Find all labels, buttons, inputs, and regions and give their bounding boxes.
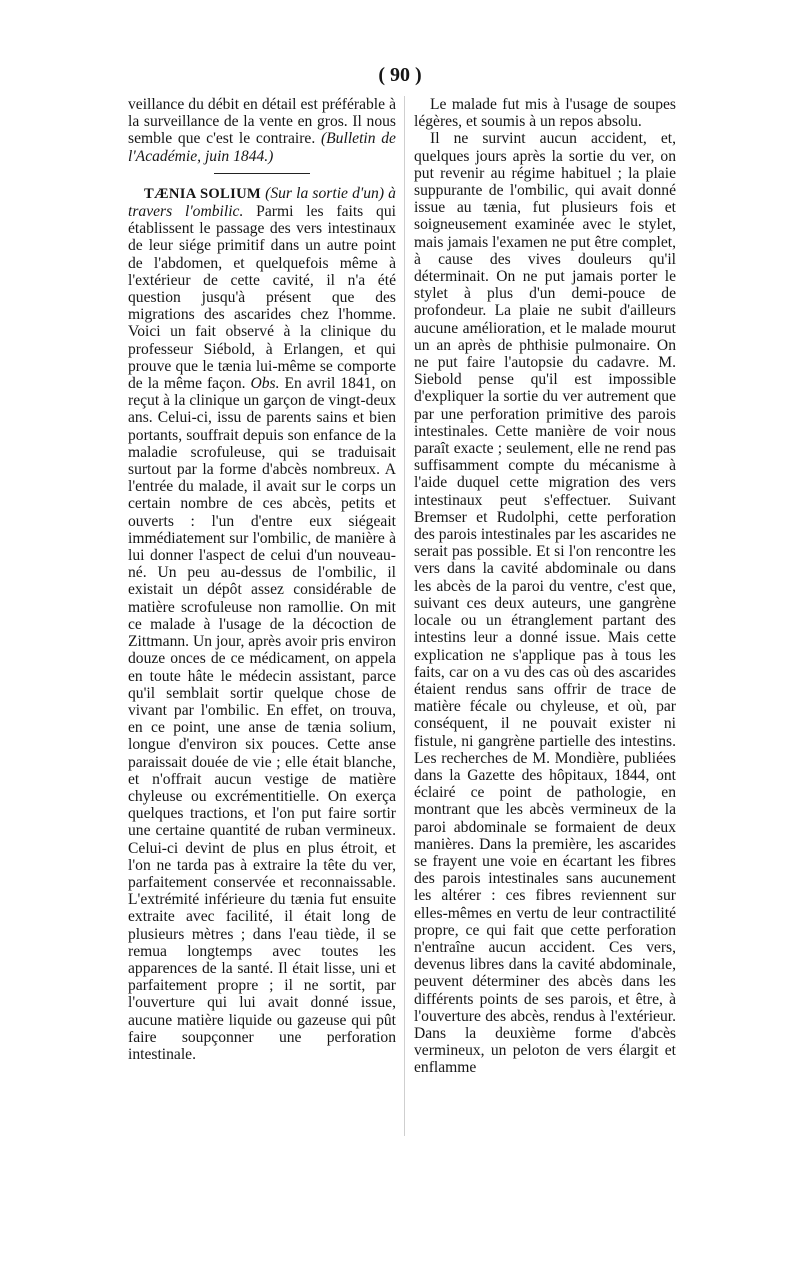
intro-paragraph [128, 96, 396, 165]
column-gutter [404, 96, 405, 1136]
article-title: TÆNIA SOLIUM [144, 185, 261, 202]
left-column [128, 96, 396, 1063]
right-column [414, 96, 676, 1077]
observation-text: En avril 1841, on reçut à la clinique un garçon de vingt-deux ans. Celui-ci, issu de parents sains et bien portants, souffrait depuis son enfance de la maladie scrofuleuse, qui se traduisait surtout par la forme d'abcès nombreux. A l'entrée du malade, il avait sur le corps un certain nombre de ces abcès, petits et ouverts : l'un d'entre eux siégeait immédiatement sur l'ombilic, de manière à lui donner l'aspect de celui d'un nouveau-né. Un peu au-dessus de l'ombilic, il existait un dépôt assez considérable de matière scrofuleuse non ramollie. On mit ce malade à l'usage de la décoction de Zittmann. Un jour, après avoir pris environ douze onces de ce médicament, on appela en toute hâte le médecin assistant, parce qu'il semblait sortir quelque chose de vivant par l'ombilic. En effet, on trouva, en ce point, une anse de tænia solium, longue d'environ six pouces. Cette anse paraissait douée de vie ; elle était blanche, et n'offrait aucun vestige de matière chyleuse ou excrémentitielle. On exerça quelques tractions, et l'on put faire sortir une certaine quantité de ruban vermineux. Celui-ci devint de plus en plus étroit, et l'on ne tarda pas à extraire la tête du ver, parfaitement conservée et reconnaissable. L'extrémité inférieure du tænia fut ensuite extraite avec facilité, il était long de plusieurs mètres ; dans l'eau tiède, il se remua longtemps avec toutes les apparences de la santé. Il était lisse, uni et parfaitement propre ; il ne sortit, par l'ouverture qui lui avait donné issue, aucune matière liquide ou gazeuse qui pût faire soupçonner une perforation intestinale. [128, 375, 397, 1063]
bulletin-citation: (Bulletin de l'Académie, juin 1844.) [128, 130, 396, 165]
intro-text: veillance du débit en détail est préférable à la surveillance de la vente en gros. Il nous semble que c'est le contraire. [128, 96, 396, 148]
section-divider [214, 173, 310, 174]
right-paragraph-2: Il ne survint aucun accident, et, quelques jours après la sortie du ver, on put revenir au régime habituel ; la plaie suppurante de l'ombilic, qui avait donné issue au tænia, fut plusieurs fois et soigneusement examinée avec le stylet, mais jamais l'examen ne put être complet, à cause des vives douleurs qu'il déterminait. On ne put jamais porter le stylet à plus d'un demi-pouce de profondeur. La plaie ne subit d'ailleurs aucune amélioration, et le malade mourut un an après de phthisie pulmonaire. On ne put faire l'autopsie du cadavre. M. Siebold pense qu'il est impossible d'expliquer la sortie du ver autrement que par une perforation primitive des parois intestinales. Cette manière de voir nous paraît exacte ; seulement, elle ne rend pas suffisamment compte du mécanisme à l'aide duquel cette migration des vers intestinaux peut s'effectuer. Suivant Bremser et Rudolphi, cette perforation des parois intestinales par les ascarides ne serait pas possible. Et si l'on rencontre les vers dans la cavité abdominale ou dans les abcès de la paroi du ventre, c'est que, suivant ces deux auteurs, une gangrène locale ou un étranglement partant des intestins leur a donné issue. Mais cette explication ne s'applique pas à tous les faits, car on a vu des cas où des ascarides étaient rendus sans offrir de trace de matière fécale ou chyleuse, et où, par conséquent, il ne pouvait exister ni fistule, ni gangrène partielle des intestins. Les recherches de M. Mondière, publiées dans la Gazette des hôpitaux, 1844, ont éclairé ce point de pathologie, en montrant que les abcès vermineux de la paroi abdominale se formaient de deux manières. Dans la première, les ascarides se frayent une voie en écartant les fibres des parois intestinales sans aucunement les altérer : ces fibres reviennent sur elles-mêmes en vertu de leur contractilité propre, ce qui fait que cette perforation n'entraîne aucun accident. Ces vers, devenus libres dans la cavité abdominale, peuvent déterminer des abcès dans les différents points de ses parois, et être, à l'ouverture des abcès, rendus à l'extérieur. Dans la deuxième forme d'abcès vermineux, un peloton de vers élargit et enflamme [414, 130, 676, 1077]
right-paragraph-1: Le malade fut mis à l'usage de soupes légères, et soumis à un repos absolu. [414, 96, 676, 131]
observation-label: Obs. [250, 375, 280, 393]
page-number: ( 90 ) [378, 64, 422, 86]
article-paragraph [128, 185, 396, 1063]
article-subtitle: (Sur la sortie d'un) à travers l'ombilic. [128, 184, 396, 221]
article-intro: Parmi les faits qui établissent le passage des vers intestinaux de leur siége primitif dans un autre point de l'abdomen, et quelquefois même à l'extérieur de cette cavité, il n'a été question jusqu'à présent que des migrations des ascarides chez l'homme. Voici un fait observé à la clinique du professeur Siébold, à Erlangen, et qui prouve que le tænia lui-même se comporte de la même façon. [128, 203, 396, 393]
